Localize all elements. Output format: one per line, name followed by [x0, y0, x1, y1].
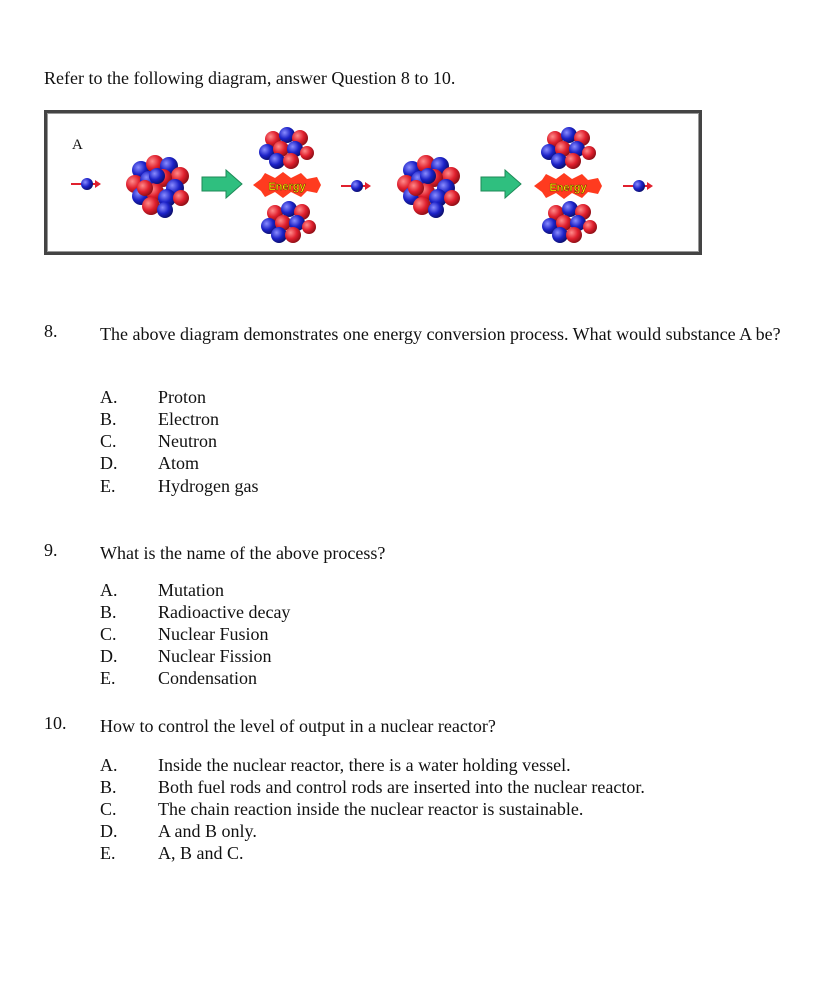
option-text: Electron	[158, 409, 219, 429]
option-letter: C.	[100, 431, 117, 451]
option-letter: D.	[100, 821, 118, 841]
question-text: How to control the level of output in a nuclear reactor?	[100, 716, 496, 736]
energy-label-2: Energy	[549, 182, 587, 194]
option-text: A and B only.	[158, 821, 257, 841]
option-letter: A.	[100, 755, 118, 775]
option-letter: B.	[100, 777, 117, 797]
option-letter: D.	[100, 646, 118, 666]
option-letter: E.	[100, 843, 116, 863]
option-text: Neutron	[158, 431, 217, 451]
energy-label-1: Energy	[268, 181, 306, 193]
option-letter: C.	[100, 799, 117, 819]
option-text: Atom	[158, 453, 200, 473]
label-a: A	[72, 137, 83, 153]
option-text: Proton	[158, 387, 207, 407]
question-text: What is the name of the above process?	[100, 543, 386, 563]
option-text: Inside the nuclear reactor, there is a water holding vessel.	[158, 755, 571, 775]
option-letter: A.	[100, 580, 118, 600]
question-number: 9.	[44, 540, 58, 560]
option-letter: E.	[100, 668, 116, 688]
option-text: Nuclear Fusion	[158, 624, 269, 644]
question-number: 8.	[44, 321, 58, 341]
option-letter: A.	[100, 387, 118, 407]
option-letter: D.	[100, 453, 118, 473]
option-text: A, B and C.	[158, 843, 244, 863]
option-letter: E.	[100, 476, 116, 496]
option-text: Radioactive decay	[158, 602, 291, 622]
option-text: Hydrogen gas	[158, 476, 259, 496]
option-text: Nuclear Fission	[158, 646, 272, 666]
fission-diagram	[44, 110, 702, 255]
option-text: Both fuel rods and control rods are inserted into the nuclear reactor.	[158, 777, 645, 797]
option-letter: B.	[100, 602, 117, 622]
option-text: Mutation	[158, 580, 224, 600]
option-letter: C.	[100, 624, 117, 644]
intro-text: Refer to the following diagram, answer Question 8 to 10.	[44, 68, 456, 88]
option-letter: B.	[100, 409, 117, 429]
option-text: The chain reaction inside the nuclear reactor is sustainable.	[158, 799, 584, 819]
diagram-drawing	[47, 113, 699, 252]
option-text: Condensation	[158, 668, 257, 688]
question-number: 10.	[44, 713, 67, 733]
question-text: The above diagram demonstrates one energy conversion process. What would substance A be?	[100, 324, 781, 344]
